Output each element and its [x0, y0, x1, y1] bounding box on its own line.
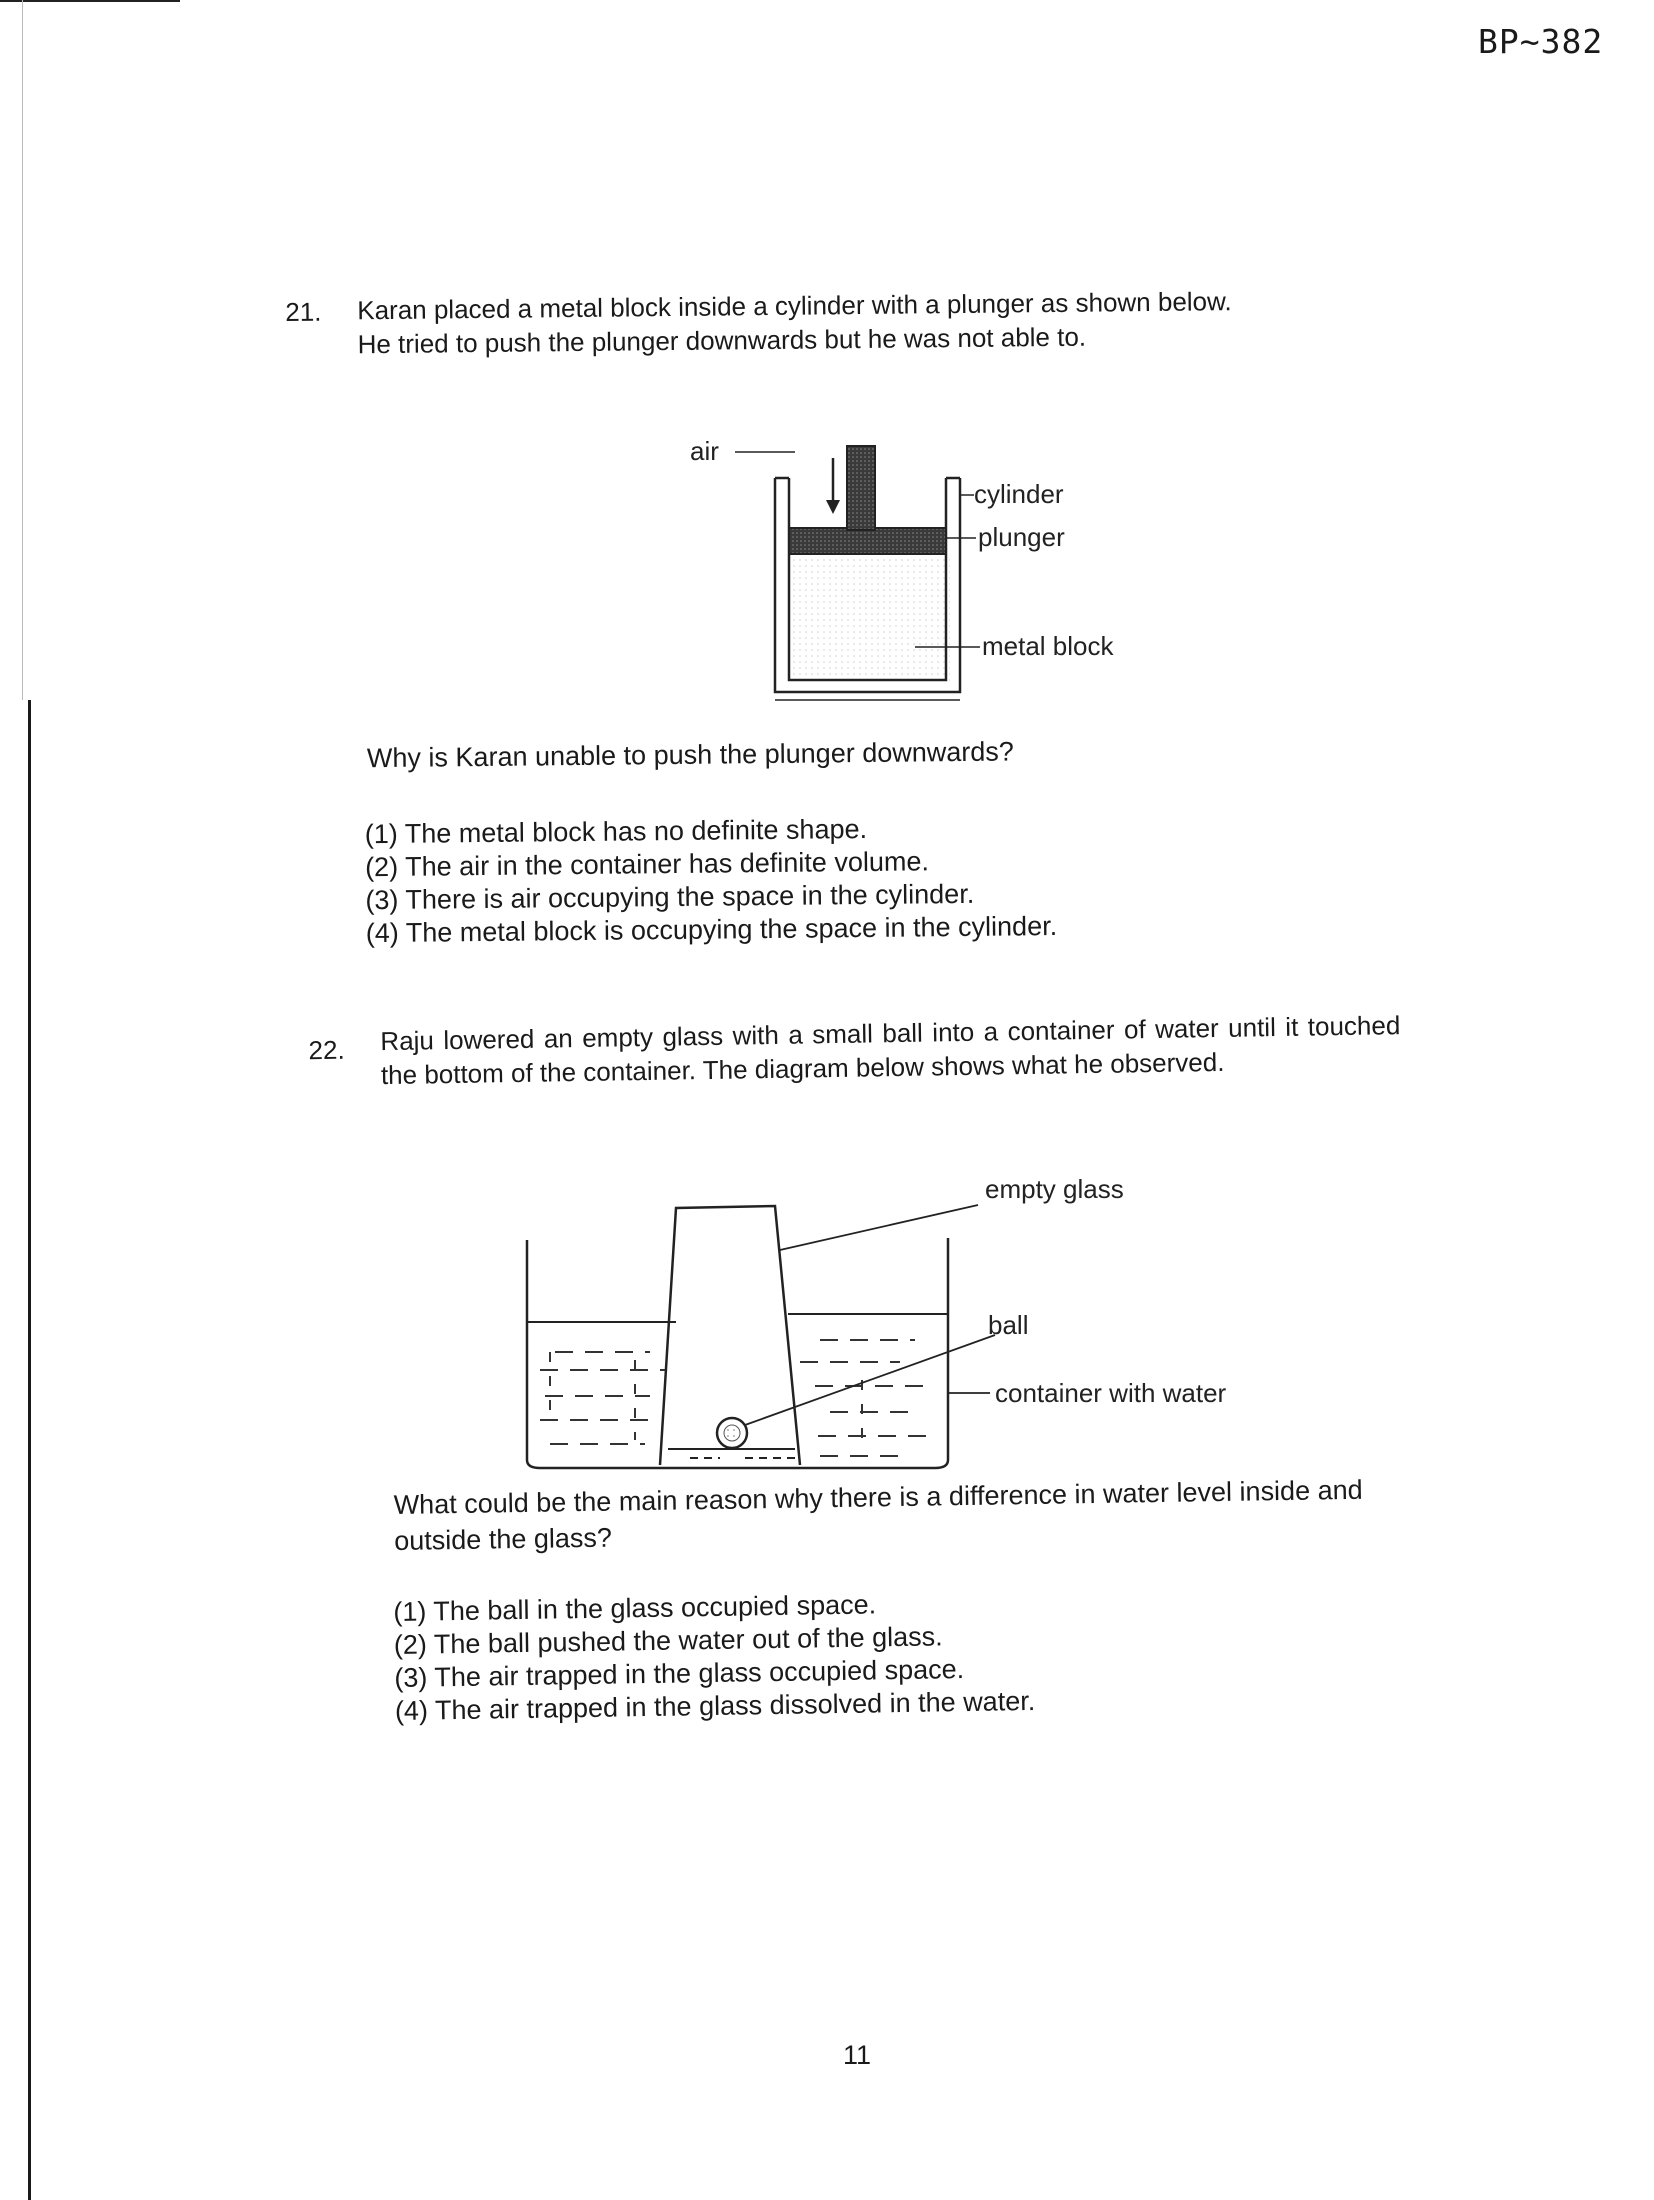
label-air: air [690, 436, 719, 466]
label-ball: ball [988, 1310, 1029, 1340]
paper-code: BP~382 [1478, 22, 1604, 61]
option-1[interactable]: (1) The metal block has no definite shape. [364, 813, 868, 850]
water-surface [527, 1314, 948, 1322]
option-3[interactable]: (3) The air trapped in the glass occupied space. [394, 1654, 965, 1694]
label-container: container with water [995, 1378, 1227, 1408]
question-number: 22. [308, 1034, 345, 1066]
question-prompt: Why is Karan unable to push the plunger downwards? [366, 736, 1014, 774]
option-4[interactable]: (4) The metal block is occupying the space in the cylinder. [365, 910, 1058, 949]
ball [717, 1418, 747, 1448]
options-list [393, 1586, 1035, 1728]
option-1[interactable]: (1) The ball in the glass occupied space. [393, 1589, 877, 1628]
question-number: 21. [285, 296, 322, 328]
water-inside-glass [668, 1449, 795, 1458]
label-empty-glass: empty glass [985, 1174, 1124, 1204]
option-2[interactable]: (2) The air in the container has definite volume. [364, 846, 930, 883]
label-plunger: plunger [978, 522, 1065, 552]
question-prompt: What could be the main reason why there is a difference in water level inside and outside the glass? [393, 1474, 1363, 1556]
question-text-line-2: He tried to push the plunger downwards but he was not able to. [357, 321, 1087, 360]
question-text: Raju lowered an empty glass with a small ball into a container of water until it touched the bottom of the container. The diagram below shows what he observed. [380, 1010, 1401, 1091]
page-number: 11 [843, 2040, 872, 2070]
label-cylinder: cylinder [974, 479, 1064, 509]
question-text-line-1: Karan placed a metal block inside a cylinder with a plunger as shown below. [357, 286, 1232, 326]
label-metal-block: metal block [982, 631, 1114, 661]
option-2[interactable]: (2) The ball pushed the water out of the glass. [393, 1621, 943, 1661]
option-3[interactable]: (3) There is air occupying the space in the cylinder. [365, 878, 975, 916]
option-4[interactable]: (4) The air trapped in the glass dissolved in the water. [394, 1685, 1036, 1727]
